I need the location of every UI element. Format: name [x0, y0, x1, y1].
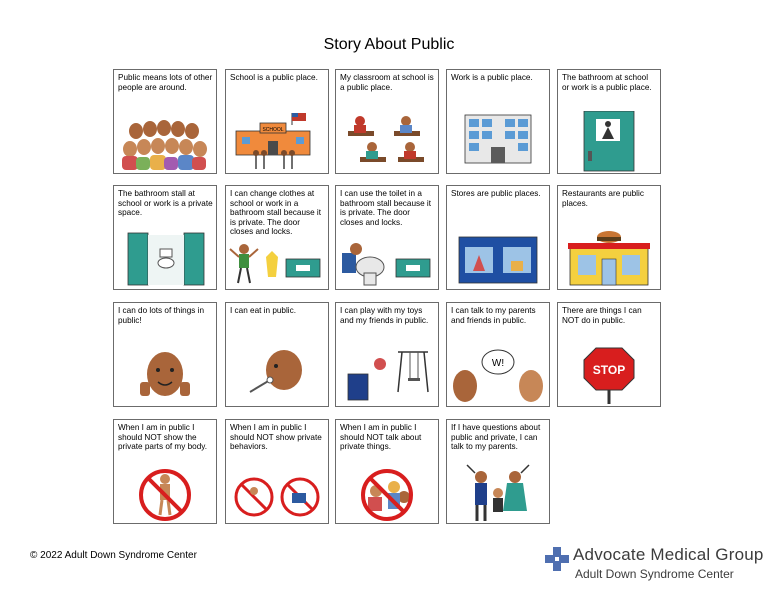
- bathroom-stall-icon: [114, 227, 216, 289]
- restaurant-icon: [558, 227, 660, 289]
- card-lots-of-things: [113, 302, 217, 407]
- page-title: Story About Public: [323, 36, 455, 53]
- medical-cross-icon: [545, 547, 569, 571]
- no-undressed-icon: [114, 461, 216, 523]
- card-caption: The bathroom at school or work is a public place.: [562, 73, 652, 92]
- card-change-clothes: [225, 185, 329, 290]
- toys-icon: [336, 344, 438, 406]
- card-talk: [446, 302, 550, 407]
- store-icon: [447, 227, 549, 289]
- card-caption: Work is a public place.: [451, 73, 533, 82]
- crowd-icon: [114, 111, 216, 173]
- card-caption: When I am in public I should NOT talk about private things.: [340, 423, 422, 452]
- talking-icon: [447, 344, 549, 406]
- copyright-text: © 2022 Adult Down Syndrome Center: [30, 550, 197, 561]
- stop-sign-text: STOP: [592, 363, 626, 377]
- toilet-icon: [336, 227, 438, 289]
- card-caption: I can use the toilet in a bathroom stall because it is private. The door closes and locks.: [340, 189, 432, 227]
- card-no-private-talk: [335, 419, 439, 524]
- card-eat: [225, 302, 329, 407]
- stop-sign-icon: [558, 344, 660, 406]
- brand-subtitle: Adult Down Syndrome Center: [575, 567, 734, 581]
- card-caption: I can do lots of things in public!: [118, 306, 205, 325]
- card-caption: Public means lots of other people are around.: [118, 73, 213, 92]
- card-caption: I can eat in public.: [230, 306, 296, 315]
- card-work: [446, 69, 550, 174]
- card-caption: Restaurants are public places.: [562, 189, 644, 208]
- card-caption: I can talk to my parents and friends in public.: [451, 306, 536, 325]
- card-bathroom-stall: [113, 185, 217, 290]
- card-classroom: [335, 69, 439, 174]
- card-caption: I can change clothes at school or work in a bathroom stall because it is private. The door closes and locks.: [230, 189, 322, 237]
- no-private-talk-icon: [336, 461, 438, 523]
- school-icon: [226, 111, 328, 173]
- card-school: [225, 69, 329, 174]
- card-no-private-behaviors: [225, 419, 329, 524]
- card-caption: There are things I can NOT do in public.: [562, 306, 642, 325]
- card-not-in-public: [557, 302, 661, 407]
- card-no-private-parts: [113, 419, 217, 524]
- card-caption: The bathroom stall at school or work is a private space.: [118, 189, 213, 218]
- card-caption: My classroom at school is a public place.: [340, 73, 434, 92]
- parents-icon: [447, 461, 549, 523]
- card-caption: I can play with my toys and my friends in public.: [340, 306, 429, 325]
- card-caption: When I am in public I should NOT show the private parts of my body.: [118, 423, 208, 452]
- card-questions: [446, 419, 550, 524]
- card-caption: If I have questions about public and private, I can talk to my parents.: [451, 423, 541, 452]
- brand-name: Advocate Medical Group: [573, 545, 764, 564]
- classroom-icon: [336, 111, 438, 173]
- advocate-logo: [545, 545, 764, 585]
- card-caption: When I am in public I should NOT show private behaviors.: [230, 423, 322, 452]
- card-public-bathroom: [557, 69, 661, 174]
- eating-icon: [226, 344, 328, 406]
- card-restaurants: [557, 185, 661, 290]
- card-play: [335, 302, 439, 407]
- changing-clothes-icon: [226, 227, 328, 289]
- card-caption: School is a public place.: [230, 73, 318, 82]
- speech-bubble-text: W!: [491, 358, 505, 369]
- card-use-toilet: [335, 185, 439, 290]
- thumbs-up-icon: [114, 344, 216, 406]
- card-caption: Stores are public places.: [451, 189, 541, 198]
- restroom-door-icon: [558, 111, 660, 173]
- card-stores: [446, 185, 550, 290]
- card-public-people: [113, 69, 217, 174]
- no-private-behavior-icon: [226, 461, 328, 523]
- school-sign: SCHOOL: [262, 127, 284, 133]
- office-building-icon: [447, 111, 549, 173]
